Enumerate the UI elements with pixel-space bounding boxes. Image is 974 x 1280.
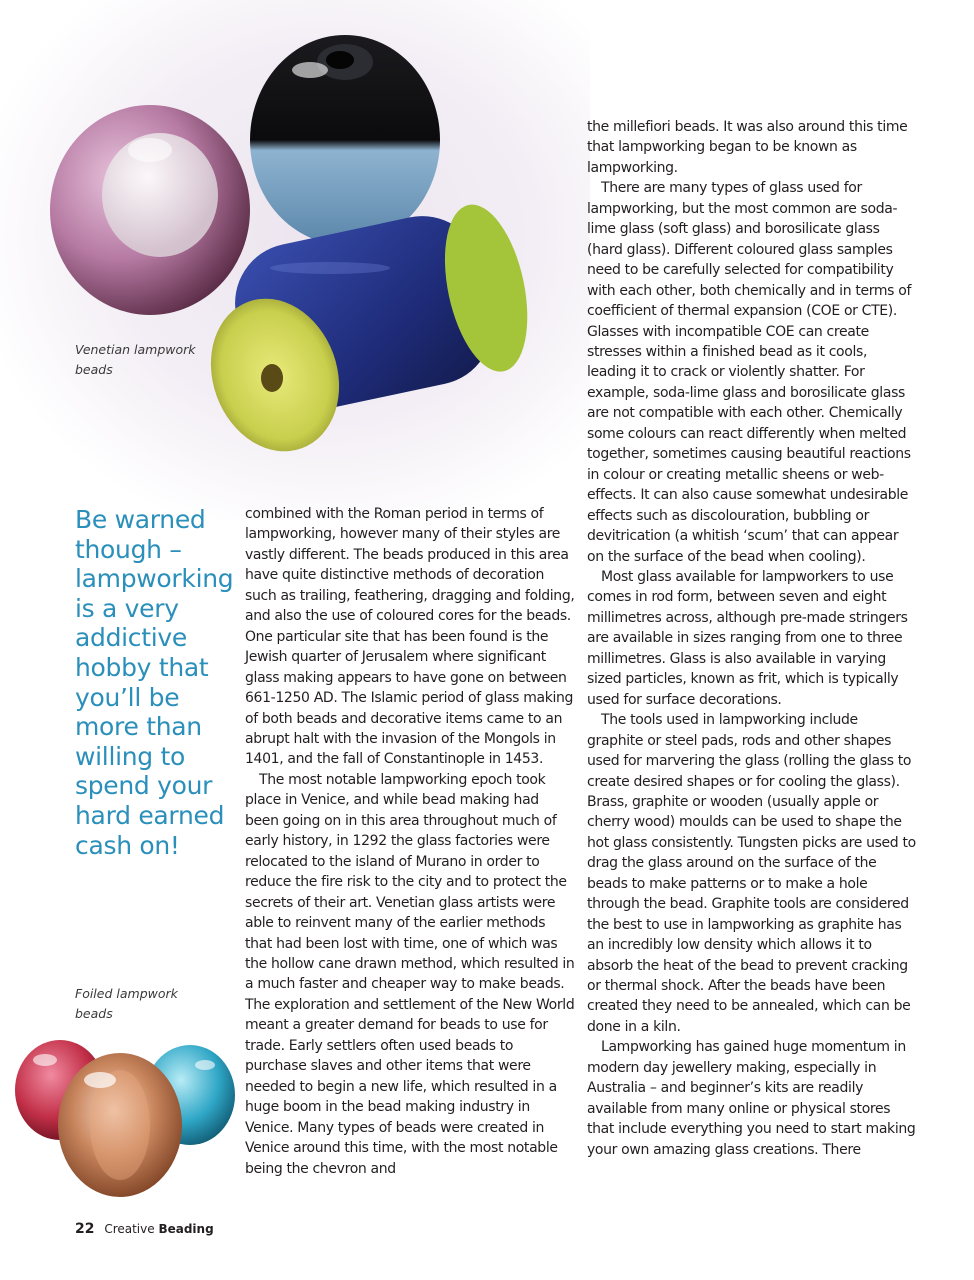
body-paragraph: The most notable lampworking epoch took place in Venice, and while bead making had been going on in this area throughout much of early history, in 1292 the glass factories were relocated to the island of Murano in order to reduce the fire risk to the city and to protect the secrets of their art. Venetian glass artists were able to reinvent many of the earlier methods that had been lost with time, one of which was the hollow cane drawn method, which resulted in a much faster and cheaper way to make beads. The exploration and settlement of the New World meant a greater demand for beads to use for trade. Early settlers often used beads to purchase slaves and other items that were needed to begin a new life, which resulted in a huge boom in the bead making industry in Venice. Many types of beads were created in Venice around this time, with the most notable being the chevron and xyxy=(245,771,575,1177)
foiled-beads-photo xyxy=(0,1020,245,1210)
foiled-photo-caption: Foiled lampwork beads xyxy=(75,986,178,1021)
hero-photo-caption: Venetian lampwork beads xyxy=(75,342,196,377)
body-paragraph: the millefiori beads. It was also around this time that lampworking began to be known as lampworking. xyxy=(587,119,908,176)
body-paragraph: combined with the Roman period in terms of lampworking, however many of their styles are vastly different. The beads produced in this area have quite distinctive methods of decoration such as trailing, feathering, dragging and folding, and also the use of coloured cores for the beads. One particular site that has been found is the Jewish quarter of Jerusalem where significant glass making appears to have gone on between 661-1250 AD. The Islamic period of glass making of both beads and decorative items came to an abrupt halt with the invasion of the Mongols in 1401, and the fall of Constantinople in 1453. xyxy=(245,506,575,768)
magazine-name-prefix: Creative xyxy=(104,1222,155,1236)
body-column-middle xyxy=(245,504,575,1179)
magazine-name-bold: Beading xyxy=(158,1222,214,1236)
page-footer xyxy=(75,1221,214,1237)
body-paragraph: There are many types of glass used for lampworking, but the most common are soda-lime glass (soft glass) and borosilicate glass (hard glass). Different coloured glass samples need to be carefully selected for compatibility with each other, both chemically and in terms of coefficient of thermal expansion (COE or CTE). Glasses with incompatible COE can create stresses within a finished bead as it cools, leading it to crack or violently shatter. For example, soda-lime glass and borosilicate glass are not compatible with each other. Chemically some colours can react differently when melted together, sometimes causing beautiful reactions in colour or creating metallic sheens or web-effects. It can also cause somewhat undesirable effects such as discolouration, bubbling or devitrication (a whitish ‘scum’ that can appear on the surface of the bead when cooling). xyxy=(587,180,912,565)
body-paragraph: Most glass available for lampworkers to use comes in rod form, between seven and eight millimetres across, although pre-made stringers are available in sizes ranging from one to three millimetres. Glass is also available in varying sized particles, known as frit, which is typically used for surface decorations. xyxy=(587,568,908,708)
hero-photo-venetian-beads xyxy=(0,0,590,520)
body-paragraph: Lampworking has gained huge momentum in modern day jewellery making, especially in Australia – and beginner’s kits are readily available from many online or physical stores that include everything you need to start making your own amazing glass creations. There xyxy=(587,1039,916,1158)
page-number: 22 xyxy=(75,1221,95,1237)
body-paragraph: The tools used in lampworking include graphite or steel pads, rods and other shapes used for marvering the glass (rolling the glass to create desired shapes or for cooling the glass). Brass, graphite or wooden (usually apple or cherry wood) moulds can be used to shape the hot glass consistently. Tungsten picks are used to drag the glass around on the surface of the beads to make patterns or to make a hole through the bead. Graphite tools are considered the best to use in lampworking as graphite has an incredibly low density which allows it to absorb the heat of the bead to prevent cracking or thermal shock. After the beads have been created they need to be annealed, which can be done in a kiln. xyxy=(587,712,916,1035)
pull-quote: Be warned though – lampworking is a very addictive hobby that you’ll be more than willing to spend your hard earned cash on! xyxy=(75,505,234,860)
body-column-right xyxy=(587,117,917,1160)
